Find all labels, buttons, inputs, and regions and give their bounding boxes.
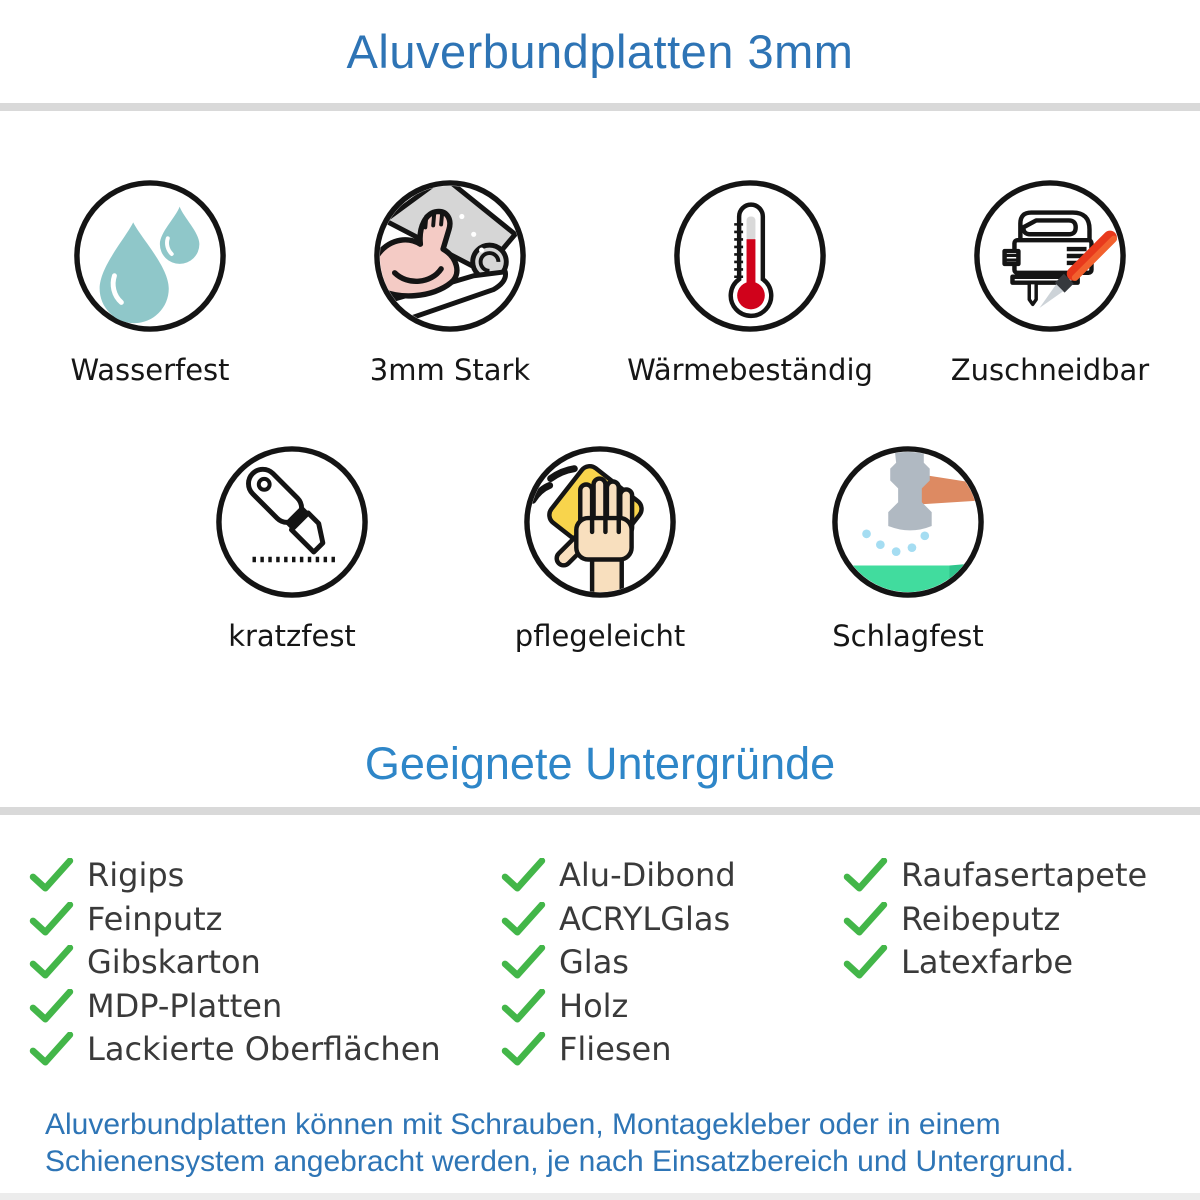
- divider-bottom: [0, 1193, 1200, 1200]
- list-item: [500, 857, 842, 894]
- list-item: [842, 944, 1147, 981]
- mounting-note: [45, 1106, 1165, 1180]
- feature-kratzfest: [138, 443, 446, 653]
- jigsaw-cutter-icon: [971, 177, 1129, 335]
- checkmark-icon: [842, 858, 888, 892]
- muscle-arm-panel-icon: [371, 177, 529, 335]
- feature-zuschneidbar: [900, 177, 1200, 387]
- feature-label: Wasserfest: [70, 353, 230, 387]
- checkmark-icon: [842, 902, 888, 936]
- feature-wasserfest: [0, 177, 300, 387]
- feature-pflegeleicht: [446, 443, 754, 653]
- list-item: [28, 857, 500, 894]
- feature-label: pflegeleicht: [514, 619, 686, 653]
- list-item-label: Alu-Dibond: [559, 856, 736, 895]
- feature-label: kratzfest: [228, 619, 356, 653]
- feature-label: Schlagfest: [832, 619, 984, 653]
- checkmark-icon: [28, 989, 74, 1023]
- checkmark-icon: [28, 1032, 74, 1066]
- list-item-label: Raufasertapete: [901, 856, 1148, 895]
- feature-label: 3mm Stark: [369, 353, 531, 387]
- checkmark-icon: [500, 945, 546, 979]
- hammer-impact-icon: [829, 443, 987, 601]
- checkmark-icon: [842, 945, 888, 979]
- feature-label: Zuschneidbar: [950, 353, 1150, 387]
- list-item-label: ACRYLGlas: [559, 899, 731, 938]
- list-item: [28, 988, 500, 1025]
- utility-knife-icon: [213, 443, 371, 601]
- features-row-1: [0, 177, 1200, 387]
- substrates-section: [28, 857, 1147, 1068]
- substrates-column-2: [500, 857, 842, 1068]
- checkmark-icon: [28, 858, 74, 892]
- features-row-2: [138, 443, 1062, 653]
- feature-3mm-stark: [300, 177, 600, 387]
- checkmark-icon: [28, 902, 74, 936]
- list-item-label: Rigips: [87, 856, 185, 895]
- substrates-column-1: [28, 857, 500, 1068]
- list-item: [28, 944, 500, 981]
- feature-schlagfest: [754, 443, 1062, 653]
- list-item-label: Feinputz: [87, 899, 223, 938]
- checkmark-icon: [500, 989, 546, 1023]
- checkmark-icon: [28, 945, 74, 979]
- list-item-label: MDP-Platten: [87, 986, 283, 1025]
- list-item: [500, 988, 842, 1025]
- thermometer-icon: [671, 177, 829, 335]
- list-item-label: Fliesen: [559, 1030, 672, 1069]
- list-item: [500, 944, 842, 981]
- list-item: [28, 901, 500, 938]
- mounting-note-line-2: Schienensystem angebracht werden, je nach Einsatzbereich und Untergrund.: [45, 1145, 1074, 1178]
- substrates-column-3: [842, 857, 1147, 1068]
- list-item-label: Reibeputz: [901, 899, 1061, 938]
- water-drops-icon: [71, 177, 229, 335]
- feature-label: Wärmebeständig: [627, 353, 873, 387]
- section-title-untergruende: Geeignete Untergründe: [364, 738, 836, 789]
- cleaning-hand-icon: [521, 443, 679, 601]
- list-item-label: Gibskarton: [87, 943, 261, 982]
- checkmark-icon: [500, 1032, 546, 1066]
- checkmark-icon: [500, 902, 546, 936]
- page-title: Aluverbundplatten 3mm: [346, 25, 854, 78]
- mounting-note-line-1: Aluverbundplatten können mit Schrauben, Montagekleber oder in einem: [45, 1108, 1001, 1141]
- divider-top: [0, 103, 1200, 111]
- list-item-label: Holz: [559, 986, 629, 1025]
- list-item-label: Latexfarbe: [901, 943, 1074, 982]
- feature-waermebestaendig: [600, 177, 900, 387]
- checkmark-icon: [500, 858, 546, 892]
- list-item: [28, 1031, 500, 1068]
- list-item-label: Lackierte Oberflächen: [87, 1030, 441, 1069]
- list-item: [500, 1031, 842, 1068]
- divider-middle: [0, 807, 1200, 815]
- list-item: [842, 901, 1147, 938]
- list-item-label: Glas: [559, 943, 629, 982]
- list-item: [842, 857, 1147, 894]
- list-item: [500, 901, 842, 938]
